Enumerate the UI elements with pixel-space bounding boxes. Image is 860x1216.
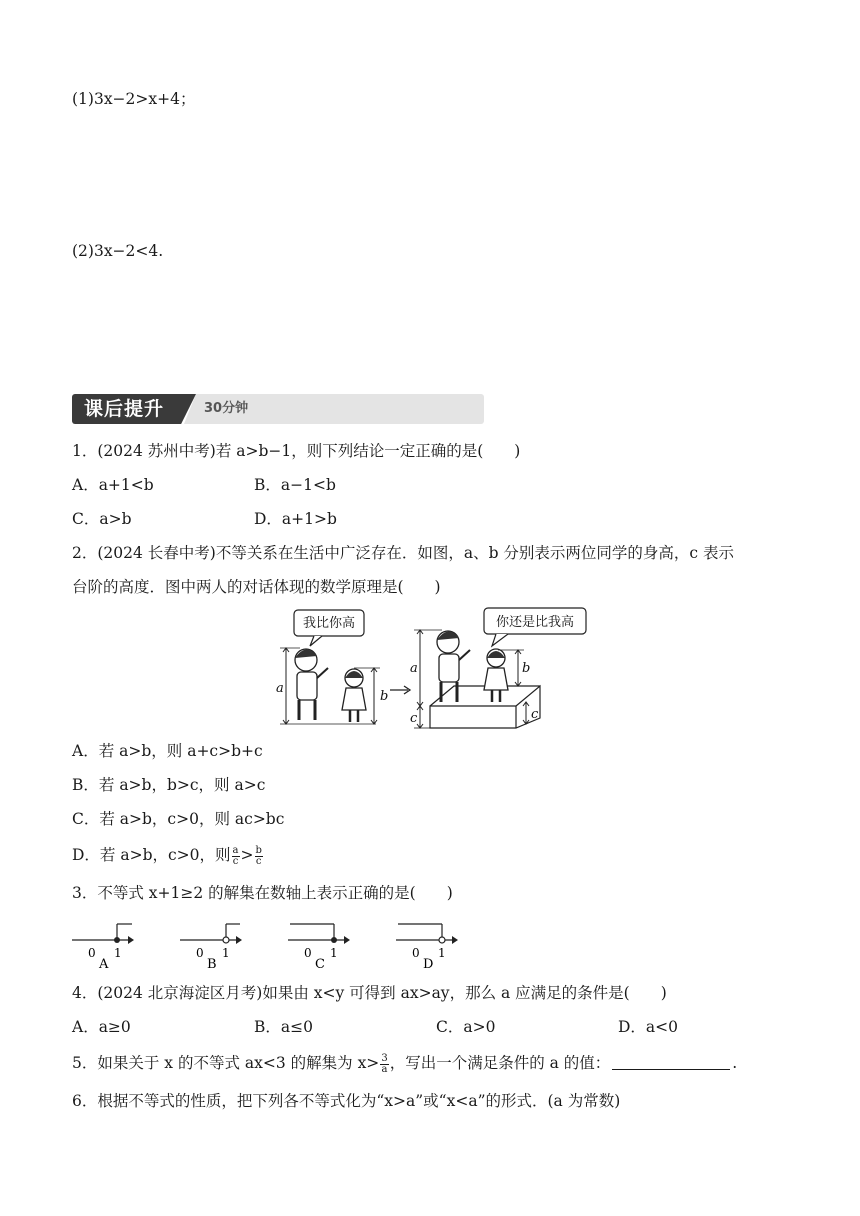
q6-stem: 6．根据不等式的性质，把下列各不等式化为“x>a”或“x<a”的形式．(a 为常数) bbox=[72, 1092, 621, 1110]
answer-blank[interactable] bbox=[612, 1055, 730, 1070]
banner-time: 30分钟 bbox=[204, 401, 249, 416]
label-c-right-left: c bbox=[410, 711, 418, 726]
svg-text:1: 1 bbox=[330, 946, 338, 960]
q2-option-d: D．若 a>b，c>0，则 $\frac{a}{c}$ > $\frac{b}{c}$ bbox=[72, 844, 262, 867]
label-c-right: c bbox=[531, 707, 539, 722]
label-a-right: a bbox=[410, 661, 418, 676]
bubble-left-text: 我比你高 bbox=[302, 616, 356, 631]
q2-option-a: A．若 a>b，则 a+c>b+c bbox=[72, 742, 263, 760]
label-b-left: b bbox=[380, 689, 389, 704]
q2-option-b: B．若 a>b，b>c，则 a>c bbox=[72, 776, 266, 794]
number-line-b-label: B bbox=[207, 957, 217, 972]
q2-figure bbox=[270, 606, 592, 730]
problem-1: (1)3x−2>x+4； bbox=[72, 90, 196, 108]
q3-number-lines bbox=[70, 920, 470, 972]
section-banner bbox=[72, 394, 484, 424]
svg-text:1: 1 bbox=[222, 946, 230, 960]
svg-text:1: 1 bbox=[114, 946, 122, 960]
number-line-d bbox=[396, 924, 458, 972]
number-line-d-label: D bbox=[423, 957, 434, 972]
bubble-right-text: 你还是比我高 bbox=[495, 615, 575, 630]
number-line-a bbox=[72, 924, 134, 972]
svg-text:0: 0 bbox=[196, 946, 204, 960]
q4-stem: 4．(2024 北京海淀区月考)如果由 x<y 可得到 ax>ay，那么 a 应满足的条件是( ) bbox=[72, 984, 667, 1002]
number-line-a-label: A bbox=[99, 957, 109, 972]
q4-option-d: D．a<0 bbox=[618, 1018, 679, 1036]
q5-stem: 5．如果关于 x 的不等式 ax<3 的解集为 x> $\frac{3}{a}$ ，写出一个满足条件的 a 的值： . bbox=[72, 1052, 738, 1075]
q3-stem: 3．不等式 x+1≥2 的解集在数轴上表示正确的是( ) bbox=[72, 884, 453, 902]
svg-text:0: 0 bbox=[304, 946, 312, 960]
height-comparison-illustration bbox=[270, 606, 592, 730]
label-a-left: a bbox=[276, 681, 284, 696]
q2-stem-line2: 台阶的高度．图中两人的对话体现的数学原理是( ) bbox=[72, 578, 441, 596]
q1-option-a: A．a+1<b bbox=[72, 476, 154, 494]
problem-2: (2)3x−2<4. bbox=[72, 242, 164, 260]
q2-stem-line1: 2．(2024 长春中考)不等关系在生活中广泛存在．如图，a、b 分别表示两位同学的身高，c 表示 bbox=[72, 544, 735, 562]
fraction-b-over-c: $\frac{b}{c}$ bbox=[255, 844, 262, 867]
svg-text:0: 0 bbox=[88, 946, 96, 960]
svg-text:0: 0 bbox=[412, 946, 420, 960]
fraction-3-over-a: $\frac{3}{a}$ bbox=[381, 1052, 388, 1075]
number-line-c-label: C bbox=[315, 957, 325, 972]
label-b-right: b bbox=[522, 661, 531, 676]
number-line-c bbox=[288, 924, 350, 972]
q4-option-b: B．a≤0 bbox=[254, 1018, 313, 1036]
q1-stem: 1．(2024 苏州中考)若 a>b−1，则下列结论一定正确的是( ) bbox=[72, 442, 521, 460]
svg-text:1: 1 bbox=[438, 946, 446, 960]
q1-option-b: B．a−1<b bbox=[254, 476, 336, 494]
q4-option-c: C．a>0 bbox=[436, 1018, 496, 1036]
q1-option-c: C．a>b bbox=[72, 510, 132, 528]
banner-title: 课后提升 bbox=[84, 398, 165, 420]
q1-option-d: D．a+1>b bbox=[254, 510, 337, 528]
number-line-b bbox=[180, 924, 242, 972]
q4-option-a: A．a≥0 bbox=[72, 1018, 131, 1036]
fraction-a-over-c: $\frac{a}{c}$ bbox=[232, 844, 239, 867]
q2-option-c: C．若 a>b，c>0，则 ac>bc bbox=[72, 810, 285, 828]
